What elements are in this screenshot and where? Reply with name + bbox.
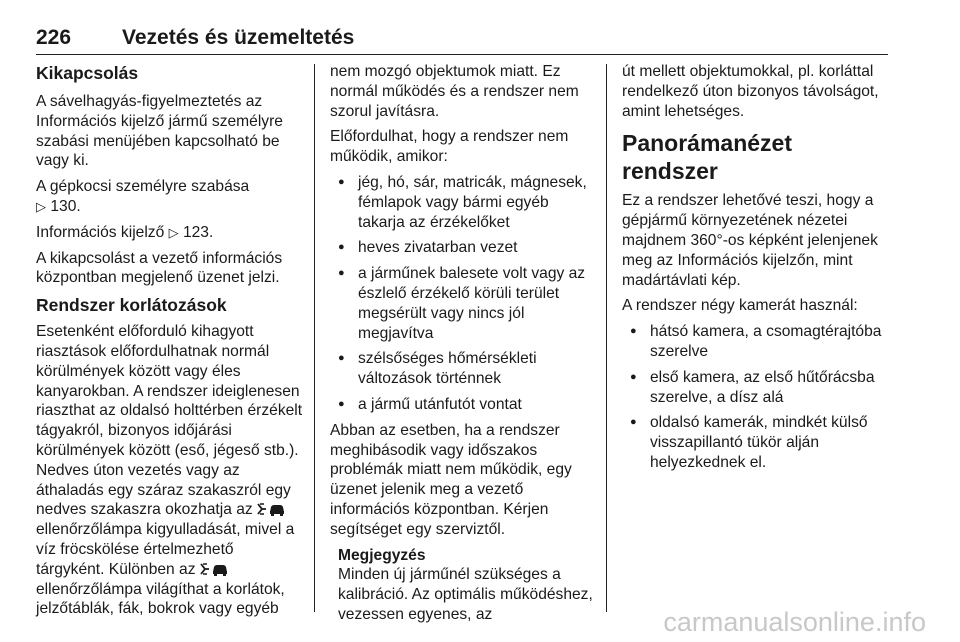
paragraph: Ez a rendszer lehetővé teszi, hogy a gépjármű környezetének nézetei majdnem 360°-os képként jelenjenek meg az Információs kijelzőn, mint madártávlati kép.: [622, 192, 878, 289]
paragraph-text: ellenőrzőlámpa világíthat a korlátok, jelzőtáblák, fák, bokrok vagy egyéb: [36, 580, 285, 618]
list-item: ● jég, hó, sár, matricák, mágnesek, fémlapok vagy bármi egyéb takarja az érzékelőket: [330, 173, 598, 232]
reference-arrow-icon: ▷: [36, 198, 46, 214]
list-item: ● a jármű utánfutót vontat: [330, 395, 598, 415]
column-divider: [606, 64, 607, 612]
list-item: ● oldalsó kamerák, mindkét külső visszapillantó tükör alján helyezkednek el.: [622, 413, 890, 472]
lane-warning-lamp-icon: [200, 562, 230, 576]
list-item: ● szélsőséges hőmérsékleti változások történnek: [330, 349, 598, 389]
section-title-kikapcsolas: Kikapcsolás: [36, 63, 139, 83]
page-header: [36, 24, 888, 55]
reference-arrow-icon: ▷: [168, 224, 179, 240]
lane-warning-lamp-icon: [257, 502, 287, 516]
bullet-list: [622, 322, 890, 473]
column-2: [330, 62, 598, 625]
section-title-korlatozasok: Rendszer korlátozások: [36, 295, 227, 316]
note-title: Megjegyzés: [338, 546, 426, 564]
page-reference: 123.: [182, 223, 214, 241]
list-item: ● heves zivatarban vezet: [330, 238, 598, 258]
paragraph: Abban az esetben, ha a rendszer meghibásodik vagy időszakos problémák miatt nem működik, egy üzenet jelenik meg a vezető információs központban. Kérjen segítséget egy szerviztől.: [330, 421, 572, 538]
paragraph: út mellett objektumokkal, pl. korláttal rendelkező úton bizonyos távolságot, amint lehetséges.: [622, 63, 879, 120]
paragraph-text: Esetenként előforduló kihagyott riasztások előfordulhatnak normál körülmények között vagy éles kanyarokban. A rendszer ideiglenesen riaszthat az oldalsó holttérben érzékelt tágyakról, bizonyos időjárási körülmények között (eső, jégeső stb.). Nedves úton vezetés vagy az áthaladás egy száraz szakaszról egy nedves szakaszra okozhatja az: [36, 323, 303, 519]
list-item: ● első kamera, az első hűtőrácsba szerelve, a dísz alá: [622, 368, 890, 408]
chapter-title: Vezetés és üzemeltetés: [122, 26, 355, 49]
paragraph-text: Információs kijelző: [36, 223, 165, 241]
paragraph-text: ellenőrzőlámpa kigyulladását, mivel a víz fröcskölése értelmezhető tárgyként. Különben az: [36, 521, 295, 578]
note-text: Minden új járműnél szükséges a kalibráció. Az optimális működéshez, vezessen egyenes, az: [338, 566, 593, 623]
column-3: [622, 62, 890, 479]
column-1: [36, 62, 304, 625]
list-item: ● a járműnek balesete volt vagy az észlelő érzékelő körüli terület megsérült vagy nincs jól megjavítva: [330, 264, 598, 343]
bullet-list: [330, 173, 598, 415]
page-number: 226: [36, 26, 72, 49]
paragraph: nem mozgó objektumok miatt. Ez normál működés és a rendszer nem szorul javításra.: [330, 63, 579, 120]
paragraph: Előfordulhat, hogy a rendszer nem működik, amikor:: [330, 128, 569, 166]
paragraph: [36, 177, 304, 217]
paragraph: [36, 223, 304, 243]
paragraph: A rendszer négy kamerát használ:: [622, 297, 858, 315]
paragraph: A kikapcsolást a vezető információs központban megjelenő üzenet jelzi.: [36, 249, 283, 287]
paragraph: A sávelhagyás-figyelmeztetés az Információs kijelző jármű személyre szabási menüjében kapcsolható be vagy ki.: [36, 93, 283, 170]
paragraph-text: A gépkocsi személyre szabása: [36, 178, 250, 196]
column-divider: [314, 64, 315, 612]
section-title-panorama: Panorámanézet rendszer: [622, 130, 793, 185]
page-reference: 130.: [50, 197, 81, 215]
paragraph: [36, 322, 304, 619]
list-item: ● hátsó kamera, a csomagtérajtóba szerelve: [622, 322, 890, 362]
note-box: [338, 546, 598, 625]
watermark: carmanualsonline.info: [663, 607, 926, 637]
